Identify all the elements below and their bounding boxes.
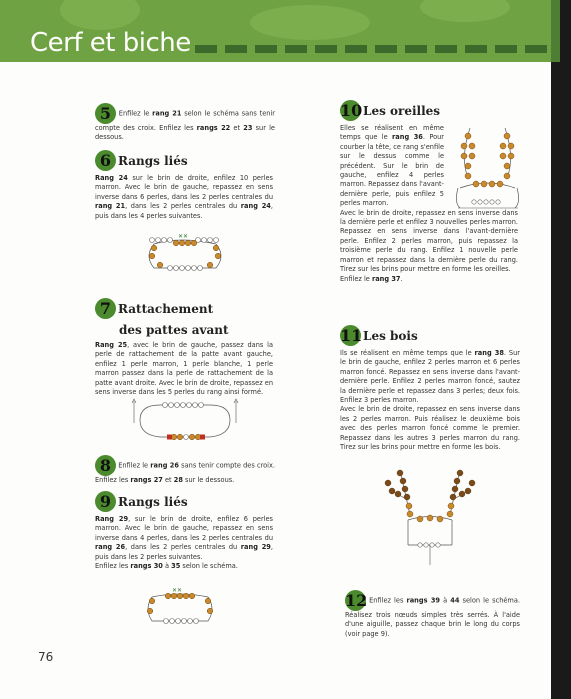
page-edge xyxy=(551,0,571,699)
step-text: , puis dans les 4 perles suivantes. xyxy=(95,202,273,220)
step-title: Les bois xyxy=(363,328,418,343)
svg-text:✕✕: ✕✕ xyxy=(172,587,183,594)
step-text: Enfilez le xyxy=(118,109,153,118)
step-text: rangs 22 xyxy=(196,124,231,132)
step-text: et xyxy=(162,476,174,484)
step-text: rang 24 xyxy=(240,202,271,211)
header-texture xyxy=(250,5,370,40)
step-text: , dans les 2 perles centrales du xyxy=(125,543,241,552)
step-text: à xyxy=(162,562,172,571)
step-text: rangs 27 xyxy=(130,476,163,484)
step-text: , dans les 2 perles centrales du xyxy=(125,202,241,211)
step-text: et xyxy=(230,124,244,132)
step-text: sur le dessous. xyxy=(95,124,275,142)
step-number: 6 xyxy=(95,150,116,171)
step-title: des pattes avant xyxy=(119,322,229,337)
step-11 xyxy=(340,325,520,452)
step-text: Avec le brin de droite, repassez en sens inverse dans les 2 perles marron. Puis réalisez le deuxième bois avec des perles marron foncé comme le premier. Repassez dans les autres 3 perles marron du rang. Tirez sur les brins pour mettre en forme les bois. xyxy=(340,405,520,452)
step-text: rang 29 xyxy=(240,543,271,552)
step-12 xyxy=(345,590,520,639)
step-text: , avec le brin de gauche, passez dans la perle de rattachement de la patte avant gauche, enfilez 1 perle marron, 1 perle blanche, 1 perle marron passez dans la perle de rattachement de la patte avant droite. Avec le brin de droite, repassez en sens inverse dans les 5 perles du rang ainsi formé. xyxy=(95,341,273,397)
step-number: 5 xyxy=(95,103,116,124)
step-text: Rang 24 xyxy=(95,174,128,182)
step-text: 23 xyxy=(243,124,253,132)
step-text: Avec le brin de droite, repassez en sens inverse dans la dernière perle et enfilez 3 nouvelles perles marron. Repassez en sens inverse dans l'avant-dernière perle. Enfilez 2 perles marron, puis repassez la troisième perle du rang. Enfilez 1 nouvelle perle marron et repassez dans la dernière perle du rang. Tirez sur les brins pour mettre en forme les oreilles. xyxy=(340,208,518,274)
step-text: rang 37 xyxy=(371,274,401,283)
step-text: rang 38 xyxy=(474,349,504,357)
step-text: Enfilez le xyxy=(118,461,151,470)
step-text: Rang 29 xyxy=(95,515,129,523)
svg-text:✕✕: ✕✕ xyxy=(178,233,189,240)
step-text: sur le brin de droite, enfilez 10 perles marron. Avec le brin de gauche, repassez en sens inverse dans 6 perles, dans les 2 perles centrales du xyxy=(95,174,273,201)
step-text: rangs 39 xyxy=(406,596,440,605)
page-title: Cerf et biche xyxy=(30,28,191,58)
step-text: rang 26 xyxy=(150,461,179,470)
step-text: rang 21 xyxy=(152,109,182,118)
step-text: Enfilez les xyxy=(369,596,407,605)
step-text: sur le dessous. xyxy=(182,476,235,484)
step-6 xyxy=(95,150,273,221)
step-text: . Sur le brin de gauche, enfilez 2 perles marron et 6 perles marron foncé. Repassez en sens inverse dans l'avant-dernière perle. Enfilez 2 perles marron foncé, sautez la dernière perle et repassez dans 3 perles; deux fois. Enfilez 3 perles marron. xyxy=(340,349,520,405)
header-texture xyxy=(420,0,510,22)
diagram-rang-29 xyxy=(140,585,220,630)
step-title: Rangs liés xyxy=(118,153,188,168)
diagram-ears xyxy=(450,118,525,218)
step-text: . xyxy=(400,274,403,283)
step-text: , sur le brin de droite, enfilez 6 perles marron. Avec le brin de gauche, repassez en sens inverse dans 4 perles, dans les 2 perles centrales du xyxy=(95,515,273,542)
step-text: selon le schéma sans tenir compte des croix. Enfilez les xyxy=(95,109,275,132)
step-text: Ils se réalisent en même temps que le xyxy=(340,349,475,357)
diagram-rang-24 xyxy=(140,232,230,277)
step-text: 44 xyxy=(450,596,460,605)
diagram-rang-25 xyxy=(130,395,240,445)
step-number: 11 xyxy=(340,326,363,345)
step-title: Rattachement xyxy=(118,301,214,316)
step-text: rang 36 xyxy=(392,133,423,142)
step-text: selon le schéma. Réalisez trois nœuds simples très serrés. À l'aide d'une aiguille, passez chaque brin le long du corps (voir page 9). xyxy=(345,596,520,638)
header-dash-line xyxy=(195,45,555,53)
step-5 xyxy=(95,103,275,143)
step-number: 7 xyxy=(95,298,116,319)
step-text: Rang 25 xyxy=(95,341,128,349)
page-number: 76 xyxy=(38,650,54,664)
step-number: 10 xyxy=(340,101,363,120)
header-texture xyxy=(60,0,140,30)
step-text: Enfilez les xyxy=(95,562,131,571)
step-text: à xyxy=(440,596,451,605)
step-7 xyxy=(95,298,273,397)
step-text: 28 xyxy=(173,476,183,484)
step-text: . Pour courber la tête, ce rang s'enfile sur le dessus comme le précédent. Sur le brin de gauche, enfilez 4 perles marron. Repassez dans l'avant-dernière perle, puis enfilez 5 perles marron. xyxy=(340,133,444,208)
step-text: 35 xyxy=(171,562,181,571)
step-number: 8 xyxy=(95,455,116,476)
diagram-antlers xyxy=(380,465,480,570)
step-text: sans tenir compte des croix. Enfilez les xyxy=(95,461,275,484)
step-text: , puis dans les 2 perles suivantes. xyxy=(95,543,273,561)
step-9 xyxy=(95,491,273,571)
step-text: Enfilez le xyxy=(340,274,372,283)
header-band xyxy=(0,0,571,62)
step-text: selon le schéma. xyxy=(180,562,238,571)
step-number: 9 xyxy=(95,491,116,512)
step-8 xyxy=(95,455,275,485)
step-text: rang 26 xyxy=(95,543,126,552)
step-title: Rangs liés xyxy=(118,494,188,509)
step-text: rang 21 xyxy=(95,202,126,211)
step-text: rangs 30 xyxy=(130,562,163,571)
step-text: Elles se réalisent en même temps que le xyxy=(340,124,444,142)
step-number: 12 xyxy=(345,591,368,610)
step-title: Les oreilles xyxy=(363,103,441,118)
